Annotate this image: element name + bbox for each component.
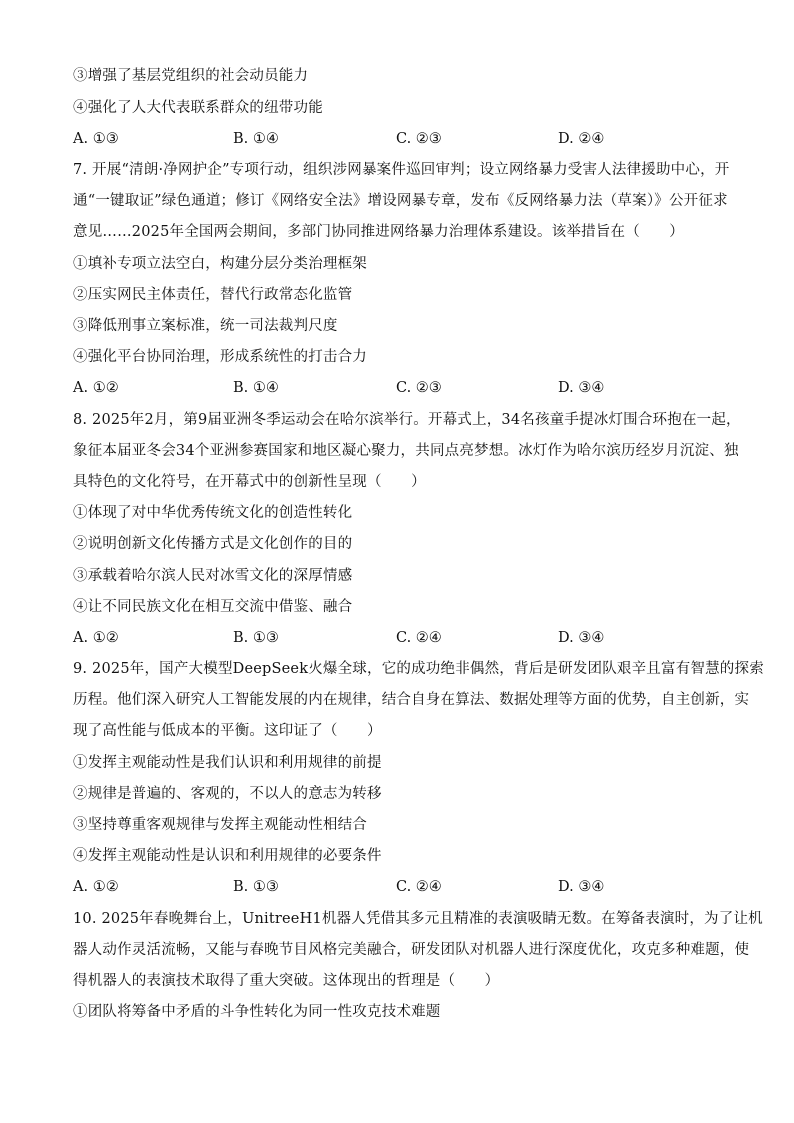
q9-stem-line-2: 历程。他们深入研究人工智能发展的内在规律，结合自身在算法、数据处理等方面的优势，自主创新，实	[73, 692, 750, 708]
q6-option-b[interactable]: B. ①④	[233, 131, 279, 147]
q9-stem-line-3: 现了高性能与低成本的平衡。这印证了（ ）	[73, 723, 382, 739]
q9-item-3: ③坚持尊重客观规律与发挥主观能动性相结合	[73, 817, 367, 833]
q7-item-1: ①填补专项立法空白，构建分层分类治理框架	[73, 256, 367, 272]
q10-item-1: ①团队将筹备中矛盾的斗争性转化为同一性攻克技术难题	[73, 1004, 441, 1020]
q8-item-4: ④让不同民族文化在相互交流中借鉴、融合	[73, 599, 353, 615]
q9-option-c[interactable]: C. ②④	[396, 879, 442, 895]
q9-item-2: ②规律是普遍的、客观的，不以人的意志为转移	[73, 786, 382, 802]
q7-option-c[interactable]: C. ②③	[396, 380, 442, 396]
q6-item-4: ④强化了人大代表联系群众的纽带功能	[73, 100, 323, 116]
q7-item-2: ②压实网民主体责任，替代行政常态化监管	[73, 287, 353, 303]
q9-item-4: ④发挥主观能动性是认识和利用规律的必要条件	[73, 848, 382, 864]
q7-stem-line-3: 意见……2025年全国两会期间，多部门协同推进网络暴力治理体系建设。该举措旨在（ ）	[73, 224, 684, 240]
q7-option-d[interactable]: D. ③④	[558, 380, 605, 396]
q7-item-3: ③降低刑事立案标准，统一司法裁判尺度	[73, 318, 338, 334]
q8-options	[73, 628, 733, 648]
q8-option-a[interactable]: A. ①②	[73, 630, 119, 646]
q6-item-3: ③增强了基层党组织的社会动员能力	[73, 68, 309, 84]
q7-options	[73, 378, 733, 398]
q8-stem-line-3: 具特色的文化符号，在开幕式中的创新性呈现（ ）	[73, 474, 426, 490]
q10-stem-line-2: 器人动作灵活流畅，又能与春晚节目风格完美融合，研发团队对机器人进行深度优化，攻克多种难题，使	[73, 942, 750, 958]
q6-options	[73, 129, 733, 149]
q10-stem-line-1: 10. 2025年春晚舞台上，UnitreeH1机器人凭借其多元且精准的表演吸睛无数。在筹备表演时，为了让机	[73, 911, 763, 927]
q8-stem-line-1: 8. 2025年2月，第9届亚洲冬季运动会在哈尔滨举行。开幕式上，34名孩童手提冰灯围合环抱在一起，	[73, 412, 741, 428]
q8-option-b[interactable]: B. ①③	[233, 630, 279, 646]
q7-option-b[interactable]: B. ①④	[233, 380, 279, 396]
q7-stem-line-2: 通“一键取证”绿色通道；修订《网络安全法》增设网暴专章，发布《反网络暴力法（草案）》公开征求	[73, 193, 728, 209]
q9-options	[73, 877, 733, 897]
q8-item-2: ②说明创新文化传播方式是文化创作的目的	[73, 536, 353, 552]
q6-option-a[interactable]: A. ①③	[73, 131, 119, 147]
q7-item-4: ④强化平台协同治理，形成系统性的打击合力	[73, 349, 367, 365]
q7-stem-line-1: 7. 开展“清朗·净网护企”专项行动，组织涉网暴案件巡回审判；设立网络暴力受害人法律援助中心，开	[73, 162, 730, 178]
q6-option-c[interactable]: C. ②③	[396, 131, 442, 147]
q8-option-d[interactable]: D. ③④	[558, 630, 605, 646]
q9-option-a[interactable]: A. ①②	[73, 879, 119, 895]
q8-option-c[interactable]: C. ②④	[396, 630, 442, 646]
q9-option-d[interactable]: D. ③④	[558, 879, 605, 895]
q9-stem-line-1: 9. 2025年，国产大模型DeepSeek火爆全球，它的成功绝非偶然，背后是研发团队艰辛且富有智慧的探索	[73, 661, 764, 677]
q7-option-a[interactable]: A. ①②	[73, 380, 119, 396]
q8-item-3: ③承载着哈尔滨人民对冰雪文化的深厚情感	[73, 568, 353, 584]
q9-option-b[interactable]: B. ①③	[233, 879, 279, 895]
q9-item-1: ①发挥主观能动性是我们认识和利用规律的前提	[73, 755, 382, 771]
q8-item-1: ①体现了对中华优秀传统文化的创造性转化	[73, 505, 353, 521]
q6-option-d[interactable]: D. ②④	[558, 131, 605, 147]
q10-stem-line-3: 得机器人的表演技术取得了重大突破。这体现出的哲理是（ ）	[73, 973, 500, 989]
q8-stem-line-2: 象征本届亚冬会34个亚洲参赛国家和地区凝心聚力，共同点亮梦想。冰灯作为哈尔滨历经岁月沉淀、独	[73, 443, 739, 459]
